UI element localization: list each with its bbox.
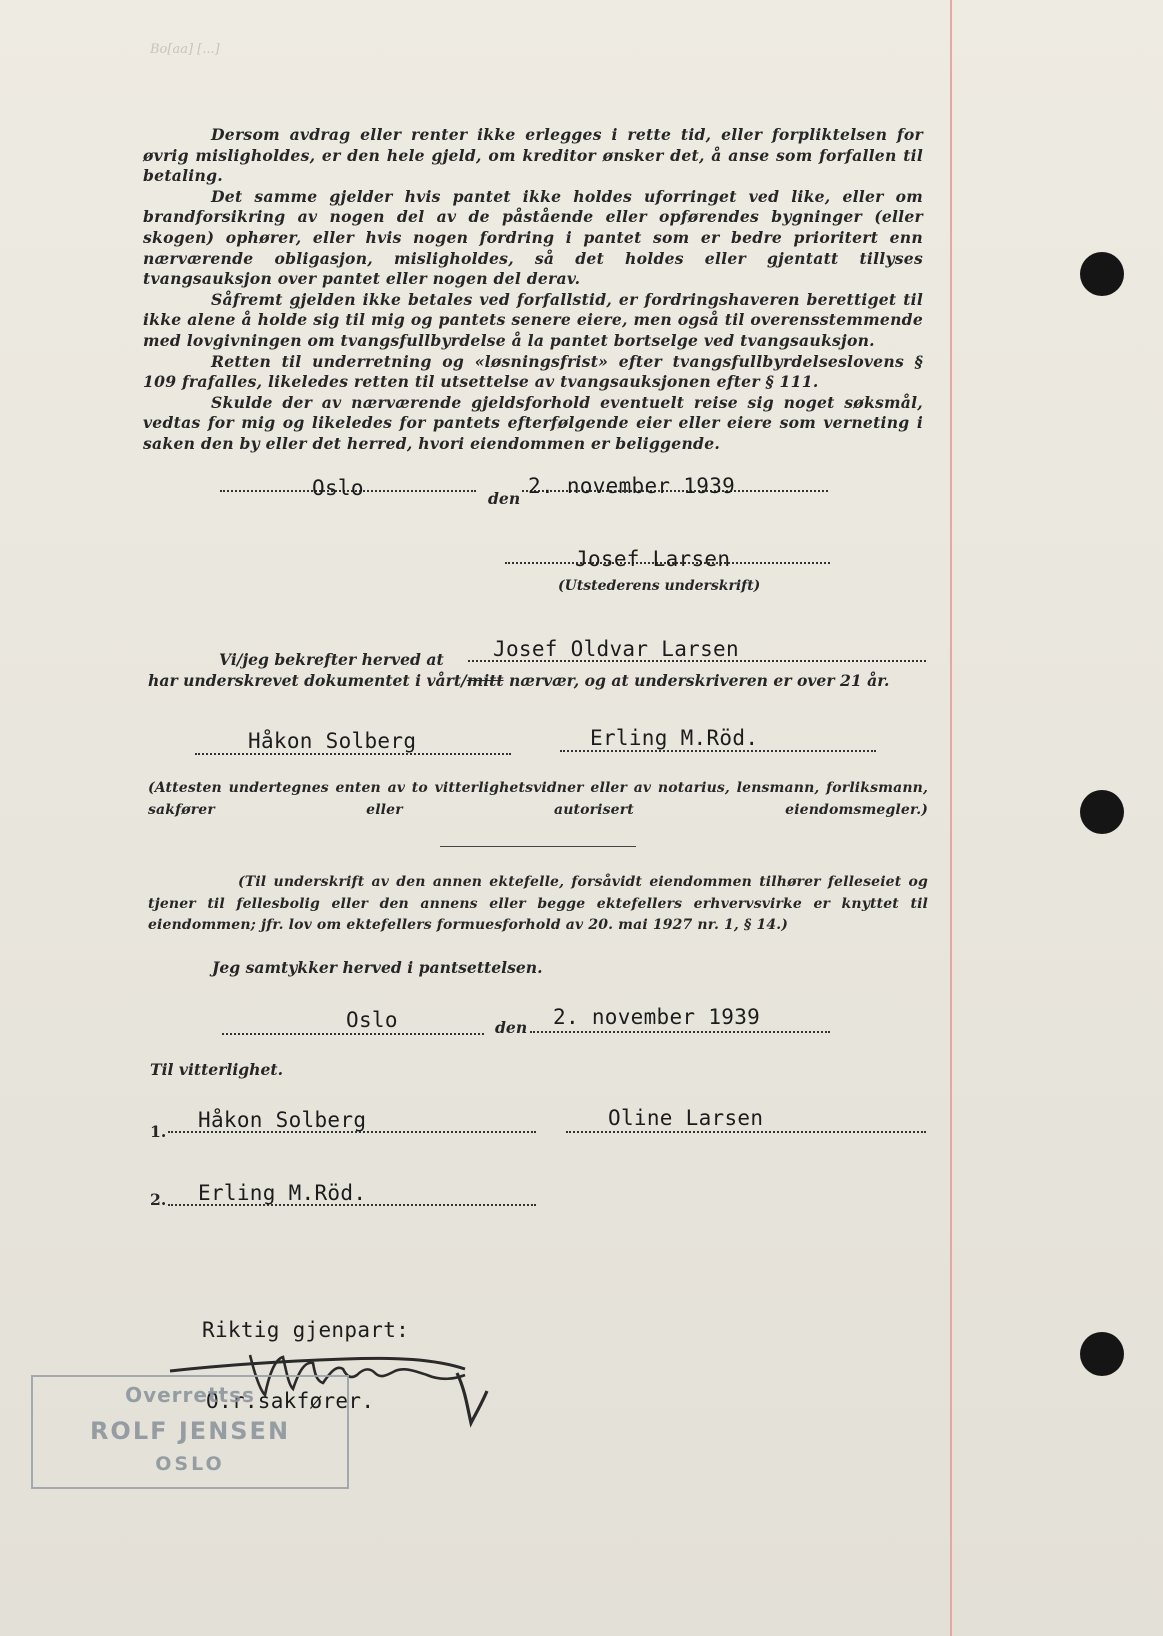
den-label: den [488,489,521,508]
red-margin-line [950,0,952,1636]
spouse-signature-dotted-line [566,1131,926,1133]
terms-paragraphs [143,125,923,455]
attest-witness2: Erling M.Röd. [198,1181,367,1205]
consent-text: Jeg samtykker herved i pantsettelsen. [212,958,543,977]
term-paragraph: Dersom avdrag eller renter ikke erlegges i rette tid, eller forpliktelsen for øvrig misligholdes, er den hele gjeld, om kreditor ønsker det, å anse som forfallen til betaling. [143,125,923,186]
lawyer-stamp [31,1375,349,1489]
punch-hole [1080,1332,1124,1376]
attest-note: (Attesten undertegnes enten av to vitterlighetsvidner eller av notarius, lensmann, forliksmann, sakfører eller autorisert eiendomsmegler.) [148,780,928,818]
issue-date: 2. november 1939 [528,474,736,498]
term-paragraph: Det samme gjelder hvis pantet ikke holdes uforringet ved like, eller om brandforsikring av nogen del av de påstående eller opførendes bygninger (eller skogen) ophører, eller hvis nogen fordring i pantet som er bedre prioritert enn nærværende obligasjon, misligholdes, så det holdes eller gjentatt tillyses tvangsauksjon over pantet eller nogen del derav. [143,186,923,289]
stamp-line2: ROLF JENSEN [89,1417,291,1445]
confirmed-name: Josef Oldvar Larsen [493,637,739,661]
confirmation-line2: har underskrevet dokumentet i vårt/mitt nærvær, og at underskriveren er over 21 år. [148,671,890,690]
witness1-name: Håkon Solberg [248,729,417,753]
copy-cert-line2: O.r.sakfører. [206,1389,375,1413]
term-paragraph: Retten til underretning og «løsningsfrist» efter tvangsfullbyrdelseslovens § 109 frafalles, likeledes retten til utsettelse av tvangsauksjonen efter § 111. [143,351,923,392]
stamp-line1: Overrettss [125,1383,255,1407]
consent-place: Oslo [346,1008,398,1032]
punch-hole [1080,790,1124,834]
witness2-dotted-line [560,750,876,752]
consent-place-dotted-line [222,1033,484,1035]
attest-witness1: Håkon Solberg [198,1108,367,1132]
faint-header: Bo[aa] [...] [150,42,220,57]
term-paragraph: Såfremt gjelden ikke betales ved forfallstid, er fordringshaveren berettiget til ikke alene å holde sig til mig og pantets senere eiere, men også til overensstemmende med lovgivningen om tvangsfullbyrdelse å la pantet bortselge ved tvangsauksjon. [143,289,923,350]
issuer-caption: (Utstederens underskrift) [558,578,761,594]
issuer-name: Josef Larsen [575,547,731,571]
issue-place: Oslo [312,476,364,500]
row-number: 2. [150,1190,167,1209]
row-number: 1. [150,1122,167,1141]
spouse-note: (Til underskrift av den annen ektefelle, forsåvidt eiendommen tilhører felleseiet og tjener til fellesbolig eller den annens eller begge ektefellers erhvervsvirke er knyttet til eiendommen; jfr. lov om ektefellers formuesforhold av 20. mai 1927 nr. 1, § 14.) [148,874,928,933]
confirmation-prefix: Vi/jeg bekrefter herved at [219,650,444,669]
stamp-line3: OSLO [155,1453,225,1475]
witness2-name: Erling M.Röd. [590,726,759,750]
term-paragraph: Skulde der av nærværende gjeldsforhold eventuelt reise sig noget søksmål, vedtas for mig og likeledes for pantets efterfølgende eier eller eiere som verneting i saken den by eller det herred, hvori eiendommen er beliggende. [143,392,923,453]
copy-cert-line1: Riktig gjenpart: [202,1318,410,1342]
spouse-name: Oline Larsen [608,1106,764,1130]
consent-date-dotted-line [530,1031,830,1033]
attestation-label: Til vitterlighet. [150,1060,284,1079]
punch-hole [1080,252,1124,296]
section-divider [440,846,636,847]
consent-date: 2. november 1939 [553,1005,761,1029]
witness1-dotted-line [195,753,511,755]
consent-den-label: den [495,1018,528,1037]
